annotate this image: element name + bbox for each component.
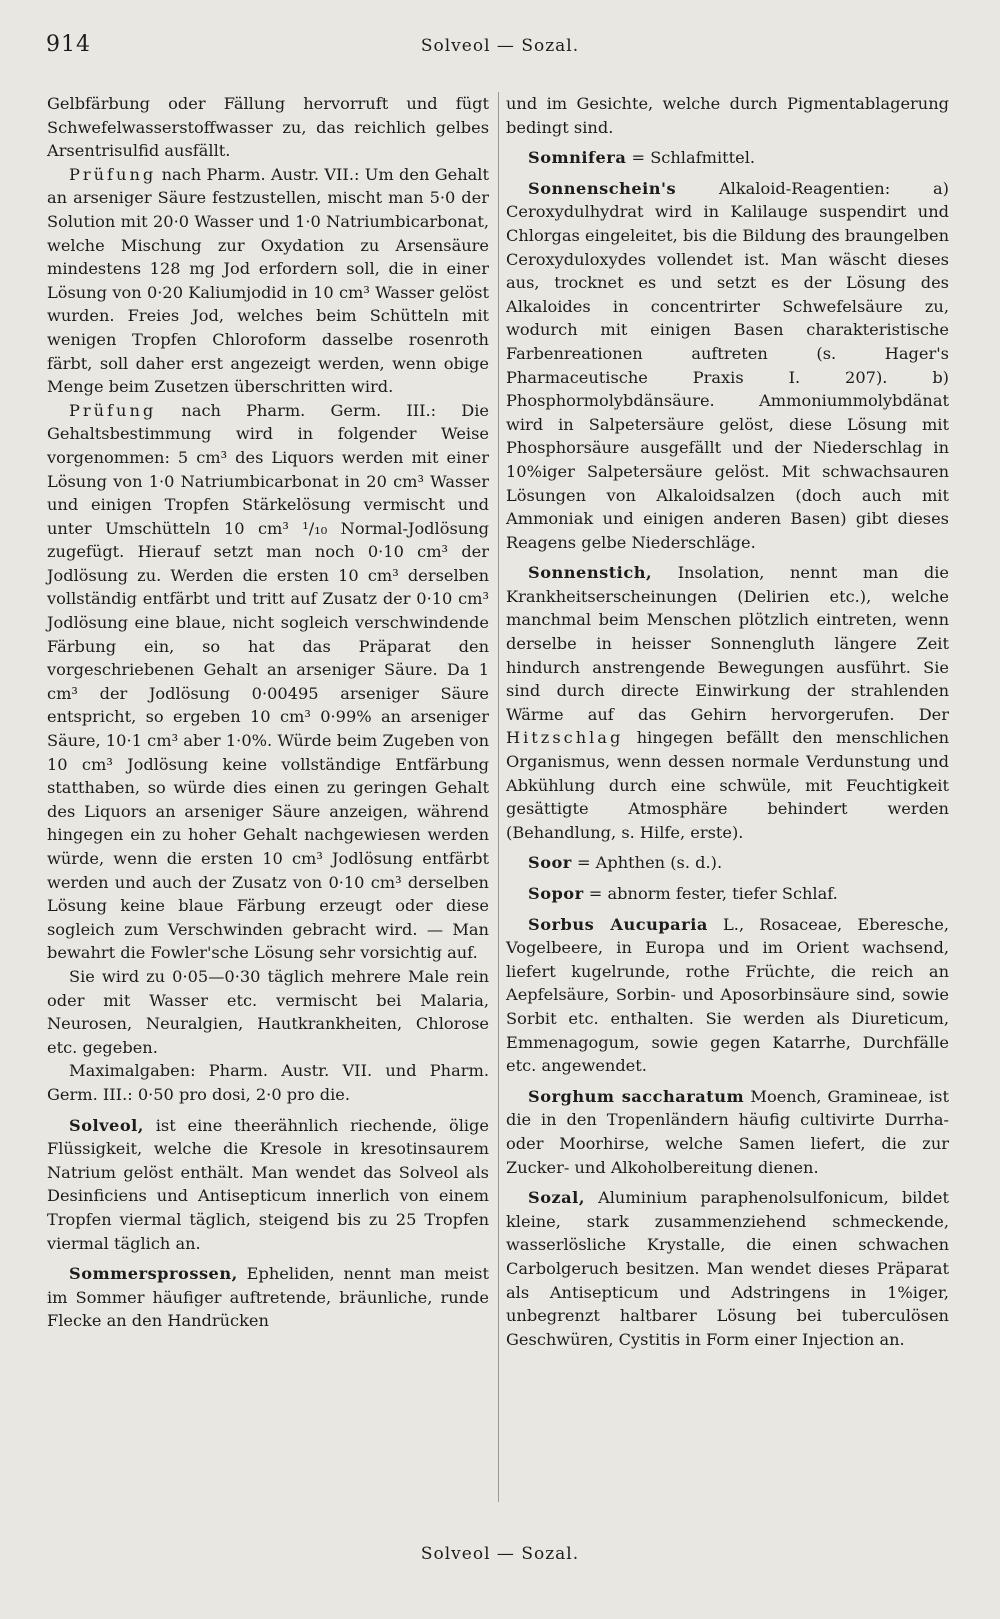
paragraph: und im Gesichte, welche durch Pigmentablagerung bedingt sind.	[506, 94, 949, 137]
paragraph: Maximalgaben: Pharm. Austr. VII. und Pharm. Germ. III.: 0·50 pro dosi, 2·0 pro die.	[47, 1061, 489, 1104]
dictionary-entry	[506, 146, 949, 170]
entry-lemma: Sorghum saccharatum	[528, 1086, 745, 1106]
dictionary-entry	[506, 1085, 949, 1179]
dictionary-entry	[506, 1186, 949, 1351]
entry-lemma: Sorbus Aucuparia	[528, 914, 708, 934]
column-divider	[498, 92, 499, 1502]
entry-text: hingegen befällt den menschlichen Organismus, wenn dessen normale Verdunstung und Abkühlung durch eine schwüle, mit Feuchtigkeit gesättigte Atmosphäre behindert werden (Behandlung, s. Hilfe, erste).	[506, 728, 949, 842]
entry-text: Moench, Gramineae, ist die in den Tropenländern häufig cultivirte Durrha- oder Moorhirse, welche Samen liefert, die zur Zucker- und Alkoholbereitung dienen.	[506, 1086, 949, 1177]
paragraph	[47, 163, 489, 399]
entry-text: ist eine theerähnlich riechende, ölige Flüssigkeit, welche die Kresole in kresotinsaurem Natrium gelöst enthält. Man wendet das Solveol als Desinficiens und Antisepticum innerlich von einem Tropfen viermal täglich, steigend bis zu 25 Tropfen viermal täglich an.	[47, 1115, 489, 1253]
entry-text: = abnorm fester, tiefer Schlaf.	[588, 884, 838, 903]
entry-text: Aluminium paraphenolsulfonicum, bildet kleine, stark zusammenziehend schmeckende, wasserlösliche Krystalle, die einen schwachen Carbolgeruch besitzen. Man wendet dieses Präparat als Antisepticum und Adstringens in 1%iger, unbegrenzt haltbarer Lösung bei tuberculösen Geschwüren, Cystitis in Form einer Injection an.	[506, 1188, 949, 1349]
dictionary-entry	[506, 561, 949, 844]
entry-text: = Aphthen (s. d.).	[576, 853, 723, 873]
entry-lemma: Sopor	[528, 884, 584, 903]
entry-text: Alkaloid-Reagentien: a) Ceroxydulhydrat wird in Kalilauge suspendirt und Chlorgas eingeleitet, bis die Bildung des braungelben Ceroxyduloxydes vollendet ist. Man wäscht dieses aus, trocknet es und setzt es der Lösung des Alkaloides in concentrirter Schwefelsäure zu, wodurch mit einigen Basen charakteristische Farbenreationen auftreten (s. Hager's Pharmaceutische Praxis I. 207). b) Phosphormolybdänsäure. Ammoniummolybdänat wird in Salpetersäure gelöst, diese Lösung mit Phosphorsäure ausgefällt und der Niederschlag in 10%iger Salpetersäure gelöst. Mit schwachsauren Lösungen von Alkaloidsalzen (doch auch mit Ammoniak und einigen anderen Basen) gibt dieses Reagens gelbe Niederschläge.	[506, 178, 949, 552]
paragraph-text: nach Pharm. Austr. VII.: Um den Gehalt an arseniger Säure festzustellen, mischt man 5·0 der Solution mit 20·0 Wasser und 1·0 Natriumbicarbonat, welche Mischung zur Oxydation zu Arsensäure mindestens 128 mg Jod erfordern soll, die in einer Lösung von 0·20 Kaliumjodid in 10 cm³ Wasser gelöst wurden. Freies Jod, welches beim Schütteln mit wenigen Tropfen Chloroform dasselbe rosenroth färbt, soll daher erst angezeigt werden, wenn obige Menge beim Zusetzen überschritten wird.	[47, 164, 489, 397]
entry-lemma: Sozal,	[528, 1188, 585, 1208]
page-footer: Solveol — Sozal.	[420, 1544, 580, 1564]
entry-lemma: Sonnenstich,	[528, 563, 653, 583]
dictionary-entry	[506, 882, 949, 906]
spaced-label: Prüfung	[69, 400, 157, 420]
page-number: 914	[46, 32, 91, 57]
dictionary-entry	[506, 851, 949, 875]
paragraph	[47, 399, 489, 965]
entry-lemma: Solveol,	[69, 1115, 144, 1135]
left-column	[47, 92, 489, 1333]
dictionary-entry	[47, 1114, 489, 1256]
entry-lemma: Sonnenschein's	[528, 178, 677, 198]
paragraph-text: nach Pharm. Germ. III.: Die Gehaltsbestimmung wird in folgender Weise vorgenommen: 5 cm³ des Liquors werden mit einer Lösung von 1·0 Natriumbicarbonat in 20 cm³ Wasser und einigen Tropfen Stärkelösung vermischt und unter Umschütteln 10 cm³ ¹/₁₀ Normal-Jodlösung zugefügt. Hierauf setzt man noch 0·10 cm³ der Jodlösung zu. Werden die ersten 10 cm³ derselben vollständig entfärbt und tritt auf Zusatz der 0·10 cm³ Jodlösung eine blaue, nicht sogleich verschwindende Färbung ein, so hat das Präparat den vorgeschriebenen Gehalt an arseniger Säure. Da 1 cm³ der Jodlösung 0·00495 arseniger Säure entspricht, so ergeben 10 cm³ 0·99% an arseniger Säure, 10·1 cm³ aber 1·0%. Würde beim Zugeben von 10 cm³ Jodlösung keine vollständige Entfärbung statthaben, so würde dies einen zu geringen Gehalt des Liquors an arseniger Säure anzeigen, während hingegen ein zu hoher Gehalt nachgewiesen werden würde, wenn die ersten 10 cm³ Jodlösung entfärbt werden und auch der Zusatz von 0·10 cm³ derselben Lösung keine blaue Färbung erzeugt oder diese sogleich zum Verschwinden gebracht wird. — Man bewahrt die Fowler'sche Lösung sehr vorsichtig auf.	[47, 400, 489, 963]
dictionary-entry	[47, 1262, 489, 1333]
paragraph: Sie wird zu 0·05—0·30 täglich mehrere Male rein oder mit Wasser etc. vermischt bei Malaria, Neurosen, Neuralgien, Hautkrankheiten, Chlorose etc. gegeben.	[47, 966, 489, 1057]
dictionary-entry	[506, 913, 949, 1078]
entry-text: Insolation, nennt man die Krankheitserscheinungen (Delirien etc.), welche manchmal beim Menschen plötzlich eintreten, wenn derselbe in heisser Sonnengluth längere Zeit hindurch anstrengende Bewegungen ausführt. Sie sind durch directe Einwirkung der strahlenden Wärme auf das Gehirn hervorgerufen. Der	[506, 563, 949, 724]
entry-text: L., Rosaceae, Eberesche, Vogelbeere, in Europa und im Orient wachsend, liefert kugelrunde, rothe Früchte, die reich an Aepfelsäure, Sorbin- und Aposorbinsäure sind, sowie Sorbit etc. enthalten. Sie werden als Diureticum, Emmenagogum, sowie gegen Katarrhe, Durchfälle etc. angewendet.	[506, 914, 949, 1076]
entry-lemma: Soor	[528, 853, 572, 873]
right-column	[506, 92, 949, 1351]
spaced-term: Hitzschlag	[506, 728, 624, 748]
entry-text: Epheliden, nennt man meist im Sommer häufiger auftretende, bräunliche, runde Flecke an den Handrücken	[47, 1264, 489, 1331]
running-title: Solveol — Sozal.	[420, 36, 580, 56]
entry-text: = Schlafmittel.	[631, 148, 756, 168]
entry-lemma: Somnifera	[528, 148, 627, 168]
spaced-label: Prüfung	[69, 164, 157, 184]
dictionary-entry	[506, 177, 949, 555]
paragraph: Gelbfärbung oder Fällung hervorruft und fügt Schwefelwasserstoffwasser zu, das reichlich gelbes Arsentrisulfid ausfällt.	[47, 94, 489, 161]
entry-lemma: Sommersprossen,	[69, 1264, 238, 1284]
page-header	[40, 32, 960, 62]
